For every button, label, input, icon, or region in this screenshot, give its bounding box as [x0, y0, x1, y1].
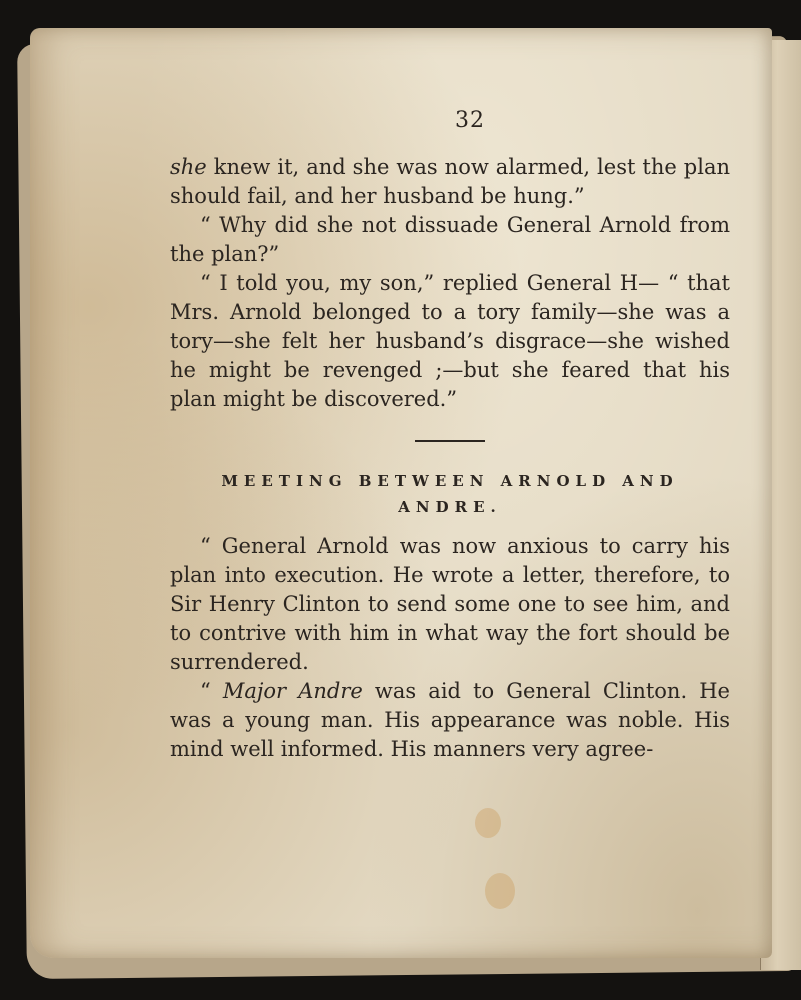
paragraph: “ Why did she not dissuade General Arnold from the plan?”	[170, 213, 730, 266]
page-number: 32	[455, 108, 485, 133]
body-text	[170, 532, 730, 764]
foxing-stain	[485, 873, 515, 909]
page-content	[170, 108, 730, 764]
foxing-stain	[475, 808, 501, 838]
paragraph	[170, 677, 730, 764]
paragraph: “ I told you, my son,” replied General H— “ that Mrs. Arnold belonged to a tory family—she was a tory—she felt her husband’s disgrace—she wished he might be revenged ;—but she feared that his plan might be discovered.”	[170, 271, 730, 411]
italic-name: Major Andre	[222, 679, 363, 703]
paragraph-text: knew it, and she was now alarmed, lest the plan should fail, and her husband be hung.”	[170, 155, 730, 208]
heading-line: MEETING BETWEEN ARNOLD AND	[221, 472, 679, 490]
italic-word: she	[170, 155, 207, 179]
section-divider	[415, 440, 485, 442]
paragraph	[170, 153, 730, 211]
paragraph: “ General Arnold was now anxious to carry his plan into execution. He wrote a letter, therefore, to Sir Henry Clinton to send some one to see him, and to contrive with him in what way the fort should be surrendered.	[170, 534, 730, 674]
quote-open: “	[200, 679, 223, 703]
section-heading	[170, 468, 730, 520]
body-text	[170, 153, 730, 414]
paragraph-text: was aid to General Clinton. He was a young man. His appearance was noble. His mind well informed. His manners very agree-	[170, 679, 730, 761]
heading-line: ANDRE.	[398, 498, 502, 516]
book-page	[30, 28, 772, 958]
